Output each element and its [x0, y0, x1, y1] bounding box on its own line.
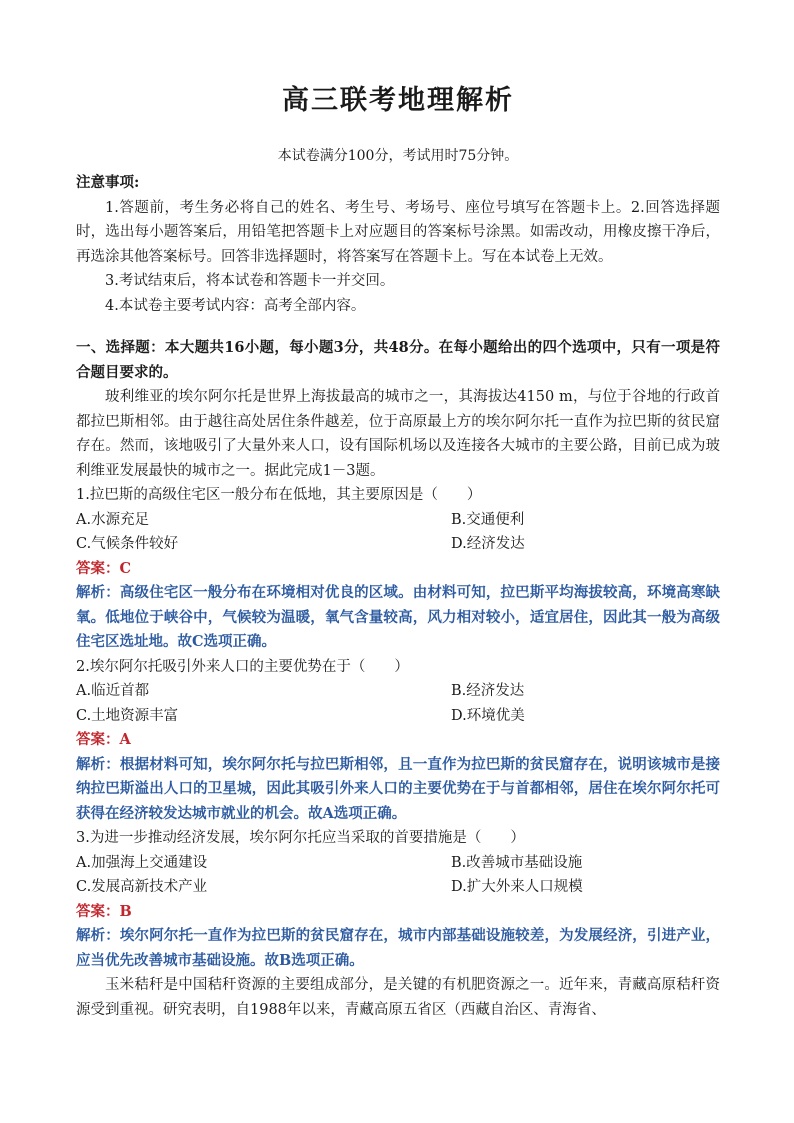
- section-heading: 一、选择题：本大题共16小题，每小题3分，共48分。在每小题给出的四个选项中，只有一项是符合题目要求的。: [76, 339, 720, 381]
- exam-subtitle: 本试卷满分100分，考试用时75分钟。: [277, 148, 519, 164]
- question-stem: 3.为进一步推动经济发展，埃尔阿尔托应当采取的首要措施是（ ）: [76, 830, 525, 846]
- option-b: B.改善城市基础设施: [451, 854, 583, 871]
- page-title: 高三联考地理解析: [282, 85, 514, 116]
- option-d: D.经济发达: [451, 536, 525, 552]
- options-row: [76, 532, 720, 557]
- options-row: [76, 508, 720, 533]
- notice-item: 3.考试结束后，将本试卷和答题卡一并交回。: [105, 273, 395, 289]
- option-a: A.水源充足: [76, 511, 150, 528]
- options-row: [76, 704, 720, 729]
- options-row: [76, 851, 720, 876]
- reading-passage: 玉米秸秆是中国秸秆资源的主要组成部分，是关键的有机肥资源之一。近年来，青藏高原秸秆资源受到重视。研究表明，自1988年以来，青藏高原五省区（西藏自治区、青海省、: [76, 977, 720, 1018]
- option-c: C.土地资源丰富: [76, 707, 179, 724]
- analysis-text: 解析：高级住宅区一般分布在环境相对优良的区域。由材料可知，拉巴斯平均海拔较高，环境高寒缺氧。低地位于峡谷中，气候较为温暖，氧气含量较高，风力相对较小，适宜居住，因此其一般为高级住宅区选址地。故C选项正确。: [76, 584, 720, 650]
- document-page: [76, 70, 720, 1022]
- analysis-text: 解析：根据材料可知，埃尔阿尔托与拉巴斯相邻，且一直作为拉巴斯的贫民窟存在，说明该城市是接纳拉巴斯溢出人口的卫星城，因此其吸引外来人口的主要优势在于与首都相邻，居住在埃尔阿尔托可获得在经济较发达城市就业的机会。故A选项正确。: [76, 755, 720, 822]
- notice-item: 4.本试卷主要考试内容：高考全部内容。: [105, 297, 366, 314]
- options-row: [76, 679, 720, 704]
- options-row: [76, 875, 720, 900]
- answer-label: 答案：A: [76, 731, 131, 748]
- option-d: D.环境优美: [451, 707, 525, 724]
- answer-label: 答案：B: [76, 902, 132, 920]
- option-c: C.气候条件较好: [76, 536, 179, 552]
- option-d: D.扩大外来人口规模: [451, 879, 583, 895]
- analysis-text: 解析：埃尔阿尔托一直作为拉巴斯的贫民窟存在，城市内部基础设施较差，为发展经济，引进产业，应当优先改善城市基础设施。故B选项正确。: [76, 927, 720, 969]
- option-a: A.临近首都: [76, 683, 150, 699]
- option-a: A.加强海上交通建设: [76, 854, 208, 871]
- option-b: B.经济发达: [451, 683, 525, 699]
- option-b: B.交通便利: [451, 511, 525, 528]
- question-stem: 2.埃尔阿尔托吸引外来人口的主要优势在于（ ）: [76, 658, 409, 675]
- notice-heading: 注意事项:: [76, 174, 140, 191]
- question-stem: 1.拉巴斯的高级住宅区一般分布在低地，其主要原因是（ ）: [76, 487, 482, 503]
- option-c: C.发展高新技术产业: [76, 879, 208, 895]
- reading-passage: 玻利维亚的埃尔阿尔托是世界上海拔最高的城市之一，其海拔达4150 m，与位于谷地的行政首都拉巴斯相邻。由于越往高处居住条件越差，位于高原最上方的埃尔阿尔托一直作为拉巴斯的贫民窟存在。然而，该地吸引了大量外来人口，设有国际机场以及连接各大城市的主要公路，目前已成为玻利维亚发展最快的城市之一。据此完成1－3题。: [76, 389, 720, 479]
- notice-item: 1.答题前，考生务必将自己的姓名、考生号、考场号、座位号填写在答题卡上。2.回答选择题时，选出每小题答案后，用铅笔把答题卡上对应题目的答案标号涂黑。如需改动，用橡皮擦干净后，再选涂其他答案标号。回答非选择题时，将答案写在答题卡上。写在本试卷上无效。: [76, 199, 720, 265]
- answer-label: 答案：C: [76, 559, 132, 577]
- spacer: [76, 318, 720, 336]
